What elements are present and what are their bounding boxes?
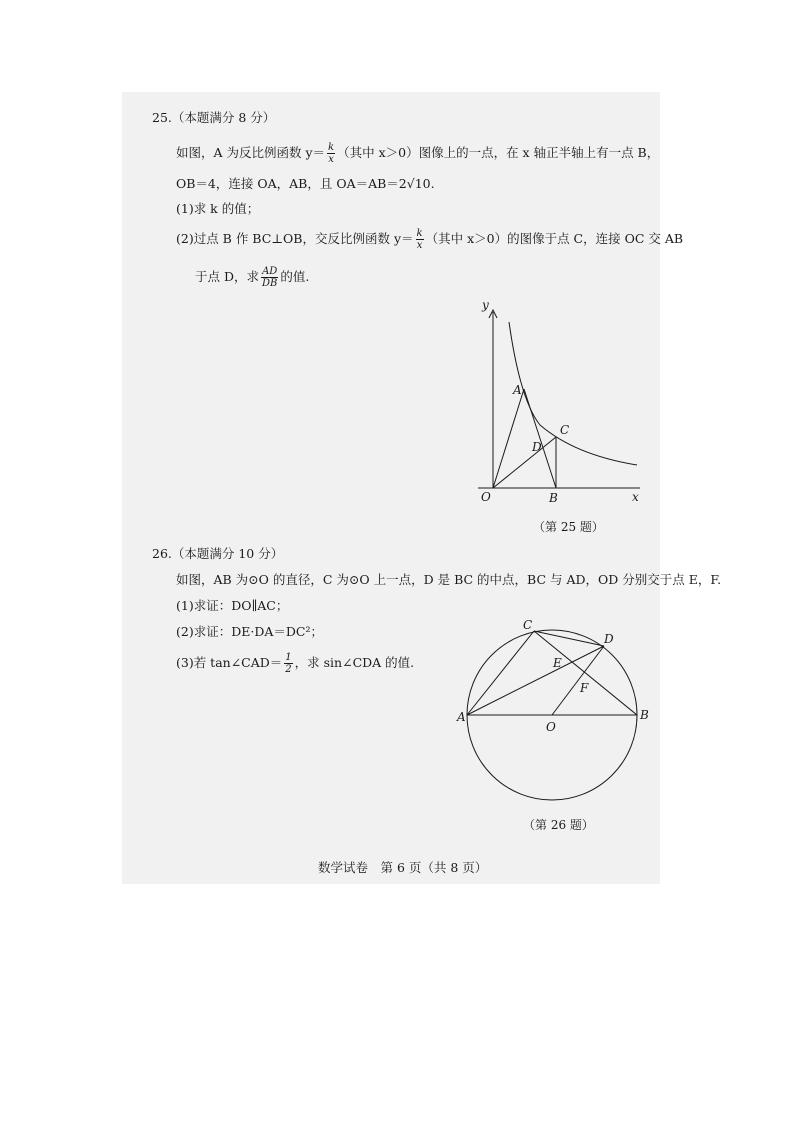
q25-line1-a: 如图，A 为反比例函数 y＝ — [176, 145, 326, 160]
chord-AC — [467, 631, 534, 715]
q25-line2: OB＝4，连接 OA，AB，且 OA＝AB＝2√10. — [176, 176, 435, 191]
frac-denominator: 2 — [285, 664, 292, 675]
label-D-26: D — [604, 632, 614, 646]
q25-part2-b: （其中 x＞0）的图像于点 C，连接 OC 交 AB — [425, 231, 684, 246]
q25-part2-a: (2)过点 B 作 BC⊥OB，交反比例函数 y＝ — [176, 231, 414, 246]
frac-numerator: AD — [262, 266, 278, 277]
frac-denominator: DB — [262, 278, 278, 289]
label-O: O — [481, 490, 491, 504]
label-x: x — [632, 490, 639, 504]
frac-denominator: x — [328, 154, 334, 165]
label-A: A — [513, 383, 522, 397]
q26-caption: （第 26 题） — [523, 818, 594, 832]
frac-numerator: 1 — [285, 652, 292, 663]
label-F-26: F — [580, 681, 589, 695]
label-E-26: E — [553, 656, 562, 670]
q26-part1: (1)求证：DO∥AC； — [176, 598, 289, 613]
label-A-26: A — [457, 710, 466, 724]
q25-line1-b: （其中 x＞0）图像上的一点，在 x 轴正半轴上有一点 B， — [337, 145, 660, 160]
page-footer: 数学试卷 第 6 页（共 8 页） — [318, 860, 488, 875]
q25-part1: (1)求 k 的值； — [176, 201, 260, 216]
label-y: y — [482, 298, 489, 312]
q26-line1: 如图，AB 为⊙O 的直径，C 为⊙O 上一点，D 是 BC 的中点，BC 与 AD，OD 分别交于点 E，F. — [176, 572, 722, 587]
q25-caption: （第 25 题） — [533, 520, 604, 534]
label-C: C — [560, 423, 570, 437]
q25-part2-d: 的值. — [280, 269, 310, 284]
label-B-26: B — [640, 708, 649, 722]
label-B: B — [549, 491, 558, 505]
q26-header: 26.（本题满分 10 分） — [152, 546, 284, 561]
chord-CD — [534, 631, 604, 646]
frac-denominator: x — [416, 240, 423, 251]
q26-part2: (2)求证：DE·DA＝DC²； — [176, 624, 323, 639]
label-D: D — [532, 440, 542, 454]
q25-part2-c: 于点 D，求 — [195, 269, 259, 284]
label-C-26: C — [523, 618, 533, 632]
q26-part3-a: (3)若 tan∠CAD＝ — [176, 655, 283, 670]
frac-numerator: k — [328, 142, 335, 153]
q26-part3-b: ，求 sin∠CDA 的值. — [294, 655, 415, 670]
label-O-26: O — [546, 720, 556, 734]
frac-numerator: k — [416, 228, 423, 239]
q25-header: 25.（本题满分 8 分） — [152, 110, 276, 125]
